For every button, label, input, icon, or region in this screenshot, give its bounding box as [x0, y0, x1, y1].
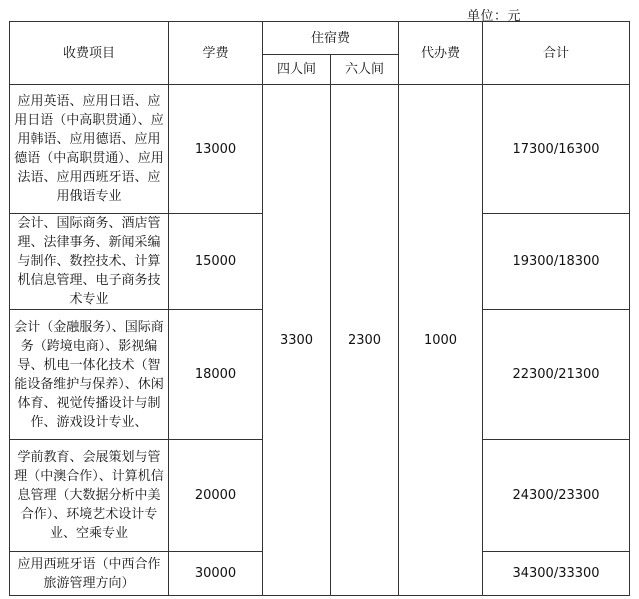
header-six-room: 六人间 — [331, 55, 399, 85]
four-room-fee: 3300 — [263, 85, 331, 596]
row-total: 34300/33300 — [483, 552, 630, 596]
header-four-room: 四人间 — [263, 55, 331, 85]
row-tuition: 18000 — [169, 310, 263, 440]
header-agency: 代办费 — [399, 22, 483, 85]
agency-fee: 1000 — [399, 85, 483, 596]
row-total: 24300/23300 — [483, 440, 630, 552]
row-item: 应用英语、应用日语、应用日语（中高职贯通）、应用韩语、应用德语、应用德语（中高职贯通）、应用法语、应用西班牙语、应用俄语专业 — [10, 85, 169, 214]
row-total: 22300/21300 — [483, 310, 630, 440]
row-item: 会计（金融服务）、国际商务（跨境电商）、影视编导、机电一体化技术（智能设备维护与保养）、休闲体育、视觉传播设计与制作、游戏设计专业、 — [10, 310, 169, 440]
row-tuition: 30000 — [169, 552, 263, 596]
six-room-fee: 2300 — [331, 85, 399, 596]
row-item: 会计、国际商务、酒店管理、法律事务、新闻采编与制作、数控技术、计算机信息管理、电子商务技术专业 — [10, 214, 169, 310]
header-item: 收费项目 — [10, 22, 169, 85]
row-item: 应用西班牙语（中西合作旅游管理方向） — [10, 552, 169, 596]
row-tuition: 15000 — [169, 214, 263, 310]
table-row — [10, 85, 630, 214]
header-total: 合计 — [483, 22, 630, 85]
header-row — [10, 22, 630, 55]
row-item: 学前教育、会展策划与管理（中澳合作）、计算机信息管理（大数据分析中美合作）、环境艺术设计专业、空乘专业 — [10, 440, 169, 552]
row-tuition: 20000 — [169, 440, 263, 552]
fee-table — [9, 21, 630, 596]
header-tuition: 学费 — [169, 22, 263, 85]
row-tuition: 13000 — [169, 85, 263, 214]
row-total: 17300/16300 — [483, 85, 630, 214]
header-lodging: 住宿费 — [263, 22, 399, 55]
row-total: 19300/18300 — [483, 214, 630, 310]
unit-label: 单位：元 — [467, 9, 522, 24]
